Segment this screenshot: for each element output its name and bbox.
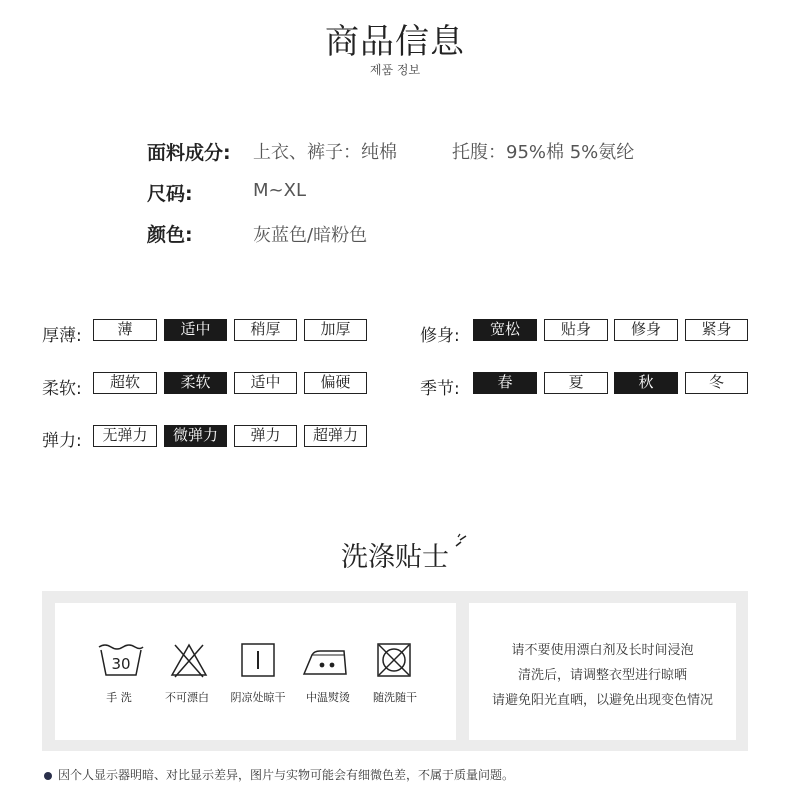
care-tip-3: 请避免阳光直晒，以避免出现变色情况 [491,693,713,708]
softness-option-soft: 柔软 [164,372,227,394]
fit-option-close: 贴身 [544,319,608,341]
fit-label: 修身: [420,326,460,346]
no-tumble-dry-icon [359,641,429,683]
color-label: 颜色: [147,224,193,246]
no-bleach-icon [154,641,224,683]
footnote [44,766,514,783]
elasticity-label: 弹力: [42,431,82,451]
season-option-winter: 冬 [685,372,748,394]
care-tip-1: 请不要使用漂白剂及长时间浸泡 [511,643,694,658]
care-caption-no-bleach: 不可漂白 [165,691,209,704]
care-title-text: 洗涤贴士 [341,542,449,573]
bullet-icon [44,772,52,780]
hand-wash-30-icon [86,641,156,683]
care-caption-hand-wash: 手 洗 [106,691,132,704]
page-subtitle: 제품 정보 [369,63,421,77]
care-title [0,535,790,574]
fit-option-tight: 紧身 [685,319,748,341]
season-option-spring: 春 [473,372,537,394]
softness-label: 柔软: [42,379,82,399]
elasticity-option-super: 超弹力 [304,425,367,447]
elasticity-option-elastic: 弹力 [234,425,297,447]
color-value: 灰蓝色/暗粉色 [253,225,368,246]
fit-option-loose: 宽松 [473,319,537,341]
elasticity-option-slight: 微弹力 [164,425,227,447]
page-title: 商品信息 [325,22,465,62]
fit-option-slim: 修身 [614,319,678,341]
shade-dry-icon [223,641,293,683]
size-value: M~XL [253,180,306,201]
footnote-text: 因个人显示器明暗、对比显示差异，图片与实物可能会有细微色差，不属于质量问题。 [58,768,515,782]
size-label: 尺码: [147,183,193,205]
thickness-option-slightly-thick: 稍厚 [234,319,297,341]
softness-option-hard: 偏硬 [304,372,367,394]
care-tip-2: 清洗后，请调整衣型进行晾晒 [517,668,687,683]
softness-option-medium: 适中 [234,372,297,394]
thickness-label: 厚薄: [42,326,82,346]
sparkle-icon [453,533,469,549]
season-option-summer: 夏 [544,372,608,394]
fabric-label: 面料成分: [147,142,231,164]
thickness-option-thin: 薄 [93,319,157,341]
wash-temperature: 30 [111,655,131,673]
thickness-option-thick: 加厚 [304,319,367,341]
thickness-option-medium: 适中 [164,319,227,341]
care-caption-iron: 中温熨烫 [306,691,350,704]
belly-value: 托腹：95%棉 5%氨纶 [452,142,635,163]
iron-medium-icon [291,641,361,683]
softness-option-super-soft: 超软 [93,372,157,394]
care-caption-shade-dry: 阴凉处晾干 [230,691,286,704]
fabric-value: 上衣、裤子：纯棉 [253,142,397,163]
care-caption-wash-dry: 随洗随干 [373,691,417,704]
elasticity-option-none: 无弹力 [93,425,157,447]
season-label: 季节: [420,379,460,399]
season-option-autumn: 秋 [614,372,678,394]
